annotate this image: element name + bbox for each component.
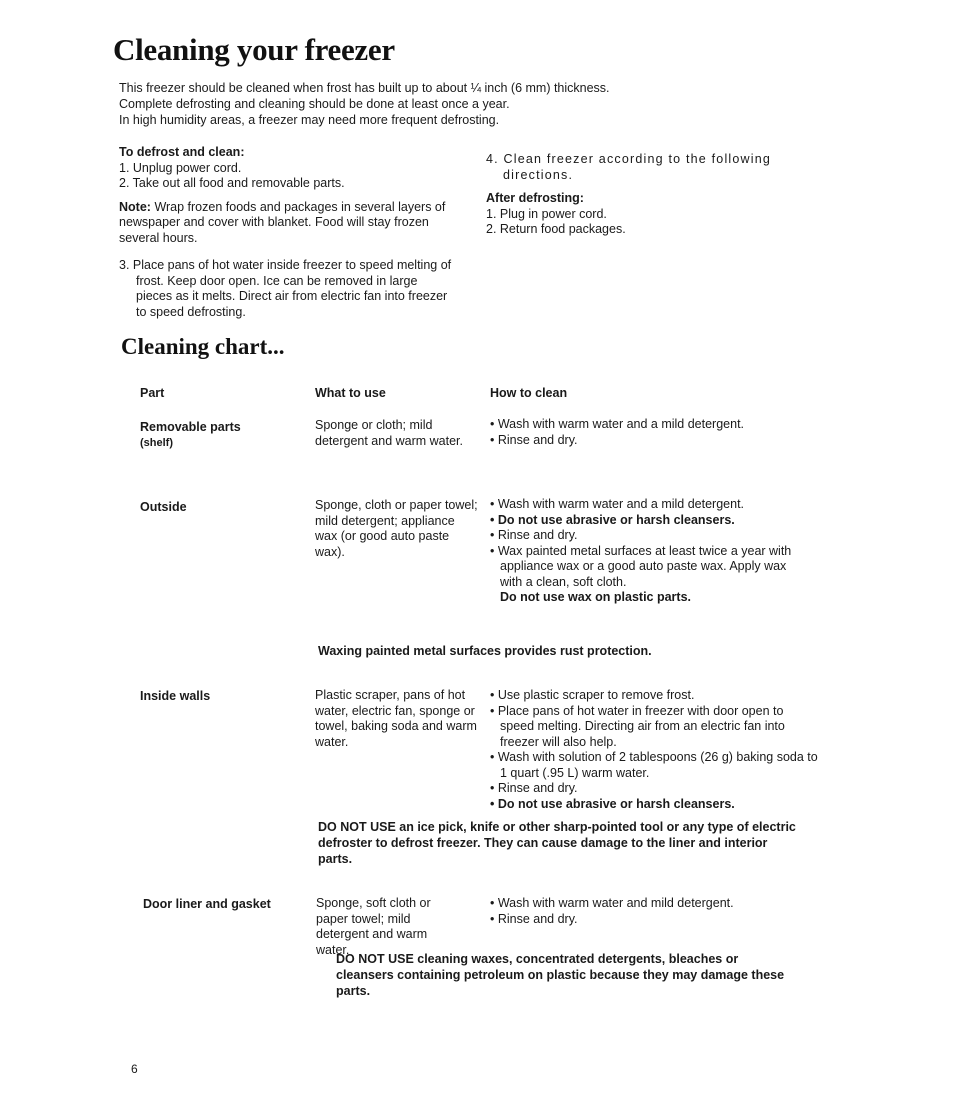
intro-paragraph [119, 80, 719, 128]
how-step: • Wax painted metal surfaces at least twice a year with appliance wax or a good auto paste wax. Apply wax with a clean, soft cloth. [490, 543, 792, 589]
part-name: Inside walls [140, 689, 211, 703]
how-step-warning: • Do not use abrasive or harsh cleansers. [490, 512, 735, 527]
note-label: Note: [119, 199, 151, 214]
column-header-how: How to clean [490, 386, 568, 400]
how-step: • Rinse and dry. [490, 432, 578, 447]
how-step: • Rinse and dry. [490, 781, 578, 795]
part-note: (shelf) [140, 436, 173, 449]
defrost-heading: To defrost and clean: [119, 145, 245, 159]
how-step: • Wash with solution of 2 tablespoons (26 g) baking soda to 1 quart (.95 L) warm water. [490, 750, 818, 780]
how-step: • Place pans of hot water in freezer with door open to speed melting. Directing air from an electric fan into freezer will also help. [490, 703, 785, 749]
page-number: 6 [131, 1062, 138, 1076]
part-label: Removable parts [140, 420, 241, 434]
sharp-tool-warning: DO NOT USE an ice pick, knife or other sharp-pointed tool or any type of electric defroster to defrost freezer. They can cause damage to the liner and interior parts. [318, 820, 796, 866]
intro-line: This freezer should be cleaned when frost has built up to about ¼ inch (6 mm) thickness. [119, 81, 610, 95]
defrost-instructions [119, 145, 457, 320]
how-step-warning: Do not use wax on plastic parts. [500, 590, 692, 604]
how-to-clean [490, 417, 820, 448]
after-heading: After defrosting: [486, 191, 584, 205]
page-title: Cleaning your freezer [113, 32, 395, 67]
chemical-warning: DO NOT USE cleaning waxes, concentrated detergents, bleaches or cleansers containing petroleum on plastic because they may damage these parts. [336, 952, 785, 998]
how-step: • Wash with warm water and a mild detergent. [490, 417, 745, 431]
what-to-use: Sponge, soft cloth or paper towel; mild detergent and warm water. [316, 896, 431, 957]
after-step: 1. Plug in power cord. [486, 206, 607, 221]
column-header-part: Part [140, 386, 165, 400]
how-step: • Rinse and dry. [490, 528, 578, 542]
defrost-step: 3. Place pans of hot water inside freezer to speed melting of frost. Keep door open. Ice can be removed in large pieces as it melts. Direct air from electric fan into freezer to speed defrosting. [119, 258, 452, 319]
what-to-use: Plastic scraper, pans of hot water, electric fan, sponge or towel, baking soda and warm water. [315, 688, 477, 749]
how-step: • Rinse and dry. [490, 911, 578, 926]
how-to-clean [490, 896, 820, 927]
note-text: Wrap frozen foods and packages in several layers of newspaper and cover with blanket. Food will stay frozen several hours. [119, 199, 446, 245]
how-to-clean [490, 497, 820, 606]
part-name: Door liner and gasket [143, 897, 271, 911]
how-step: • Wash with warm water and a mild detergent. [490, 497, 745, 511]
defrost-step: 4. Clean freezer according to the following directions. [486, 152, 772, 182]
what-to-use: Sponge, cloth or paper towel; mild detergent; appliance wax (or good auto paste wax). [315, 498, 478, 559]
defrost-continued [486, 152, 822, 238]
intro-line: In high humidity areas, a freezer may need more frequent defrosting. [119, 113, 500, 127]
defrost-step: 2. Take out all food and removable parts. [119, 176, 345, 190]
after-step: 2. Return food packages. [486, 222, 626, 236]
how-step: • Use plastic scraper to remove frost. [490, 688, 695, 702]
chart-heading: Cleaning chart... [121, 334, 285, 359]
rust-protection-notice: Waxing painted metal surfaces provides rust protection. [318, 644, 652, 658]
how-to-clean [490, 688, 820, 812]
what-to-use: Sponge or cloth; mild detergent and warm water. [315, 418, 463, 448]
how-step: • Wash with warm water and mild detergent. [490, 896, 734, 910]
defrost-note [119, 200, 457, 247]
defrost-step: 1. Unplug power cord. [119, 160, 242, 175]
part-name [140, 420, 241, 451]
part-name: Outside [140, 500, 187, 514]
intro-line: Complete defrosting and cleaning should be done at least once a year. [119, 97, 510, 111]
how-step-warning: • Do not use abrasive or harsh cleansers. [490, 796, 735, 811]
column-header-what: What to use [315, 386, 386, 400]
